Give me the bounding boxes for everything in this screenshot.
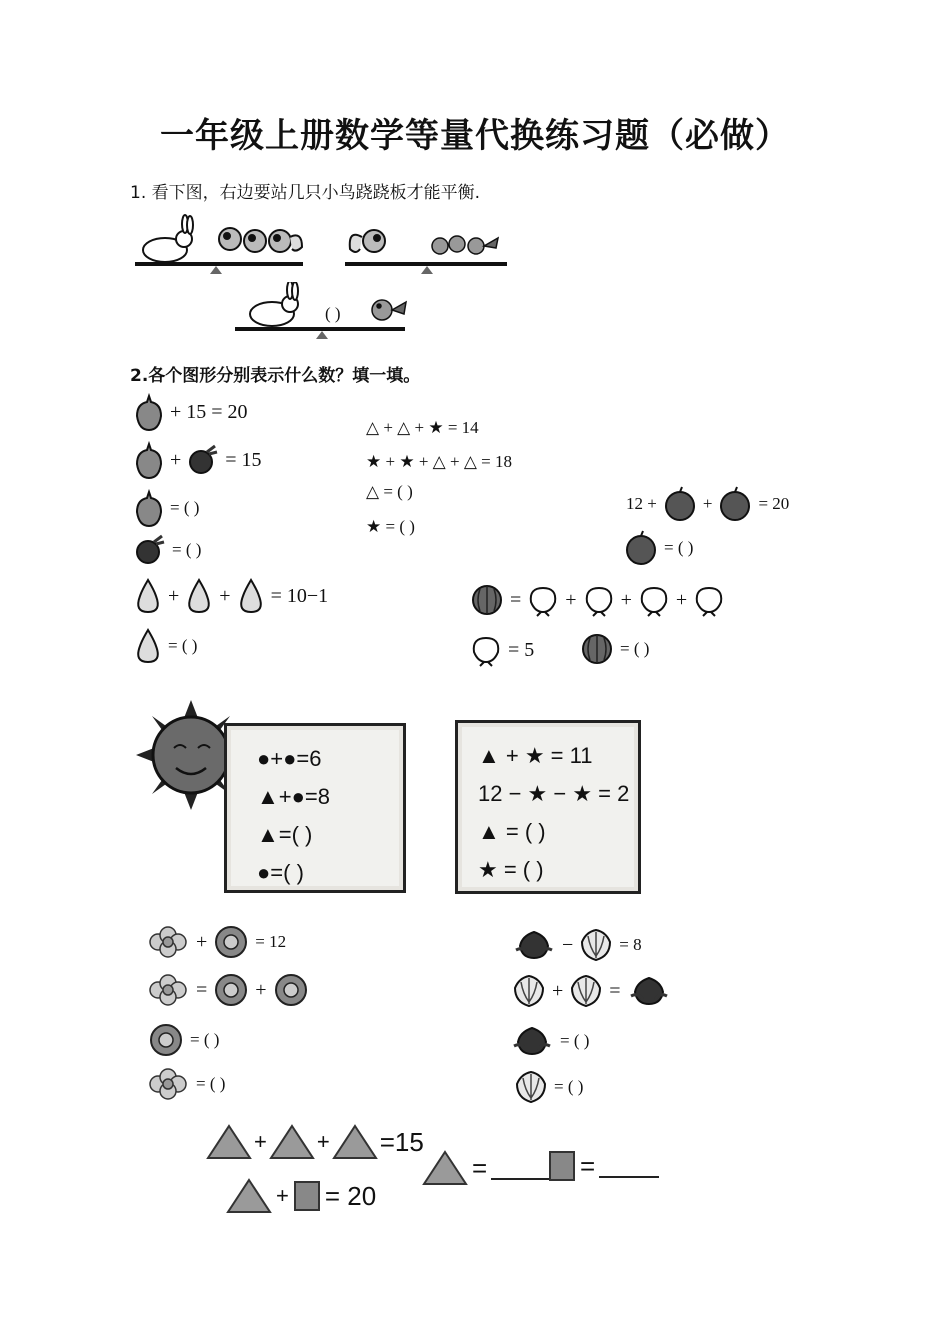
pepper-answer: = ( ) xyxy=(134,488,199,528)
peach-value: = 5 xyxy=(470,632,534,668)
triangle-icon xyxy=(226,1178,272,1214)
seesaw-squirrel-birds xyxy=(342,212,512,278)
pear-equation: + + = 10−1 xyxy=(134,576,328,616)
seesaw-answer-blank[interactable]: ( ) xyxy=(325,304,341,323)
question-1-text: 1. 看下图，右边要站几只小鸟跷跷板才能平衡. xyxy=(130,183,481,203)
rose-icon xyxy=(510,1024,554,1058)
tulip-equation-1: − = 8 xyxy=(512,926,642,964)
gray-equation-1: + + =15 xyxy=(206,1124,424,1160)
flower-icon xyxy=(146,926,190,958)
radish-icon xyxy=(134,534,166,566)
pepper-icon xyxy=(134,488,164,528)
pepper-equation-2: + = 15 xyxy=(134,440,262,480)
bird-icon xyxy=(372,300,406,320)
square-answer-blank[interactable] xyxy=(599,1154,659,1178)
tulip-answer: = ( ) xyxy=(514,1068,583,1106)
question-2-text: 2.各个图形分别表示什么数？填一填。 xyxy=(130,366,421,386)
tri-star-equation-1: △ + △ + ★ = 14 xyxy=(366,418,479,437)
pepper-equation-1: + 15 = 20 xyxy=(134,392,248,432)
apple-answer: = ( ) xyxy=(624,530,693,566)
peach-icon xyxy=(583,582,615,618)
board2-line-2: 12 − ★ − ★ = 2 xyxy=(478,781,630,806)
pear-icon xyxy=(134,576,162,616)
tulip-icon xyxy=(569,972,603,1010)
gray-triangle-answer: = xyxy=(422,1150,551,1186)
page-title: 一年级上册数学等量代换练习题（必做） xyxy=(160,116,790,156)
apple-icon xyxy=(663,486,697,522)
bird-icon xyxy=(432,236,498,254)
watermelon-icon xyxy=(580,632,614,666)
rose-answer: = ( ) xyxy=(510,1024,589,1058)
watermelon-icon xyxy=(470,583,504,617)
rabbit-icon xyxy=(143,215,193,262)
gray-square-answer: = xyxy=(548,1150,659,1182)
flower-answer: = ( ) xyxy=(146,1068,225,1100)
flower-equation-1: + = 12 xyxy=(146,924,286,960)
flower-icon xyxy=(146,974,190,1006)
flower-icon xyxy=(146,1068,190,1100)
tri-star-equation-2: ★ + ★ + △ + △ = 18 xyxy=(366,452,512,471)
triangle-icon xyxy=(269,1124,315,1160)
melon-equation: = + + + xyxy=(470,582,725,618)
peach-icon xyxy=(470,632,502,668)
rose-icon xyxy=(512,928,556,962)
triangle-icon xyxy=(332,1124,378,1160)
triangle-answer-blank[interactable] xyxy=(491,1156,551,1180)
radish-icon xyxy=(187,444,219,476)
pepper-icon xyxy=(134,392,164,432)
board1-line-2: ▲+●=8 xyxy=(257,784,330,809)
sunflower-icon xyxy=(213,972,249,1008)
seesaw-rabbit-birds xyxy=(232,282,412,344)
board2-line-4[interactable]: ★ = ( ) xyxy=(478,857,544,882)
board1-line-4[interactable]: ●=( ) xyxy=(257,860,304,885)
sunflower-icon xyxy=(213,924,249,960)
gray-equation-2: + = 20 xyxy=(226,1178,376,1214)
pepper-icon xyxy=(134,440,164,480)
squirrel-icon xyxy=(350,230,385,252)
sunflower-icon xyxy=(273,972,309,1008)
board2-line-3[interactable]: ▲ = ( ) xyxy=(478,819,546,844)
triangle-icon xyxy=(422,1150,468,1186)
star-answer[interactable]: ★ = ( ) xyxy=(366,517,415,536)
tulip-icon xyxy=(514,1068,548,1106)
seesaw-rabbit-squirrels xyxy=(130,212,310,278)
rose-icon xyxy=(627,974,671,1008)
board1-line-3[interactable]: ▲=( ) xyxy=(257,822,313,847)
square-icon xyxy=(548,1150,576,1182)
peach-icon xyxy=(638,582,670,618)
tulip-icon xyxy=(579,926,613,964)
sunflower-answer: = ( ) xyxy=(148,1022,219,1058)
squirrel-icon xyxy=(219,228,302,252)
flower-equation-2: = + xyxy=(146,972,309,1008)
puzzle-board-2 xyxy=(455,720,641,894)
puzzle-board-1 xyxy=(224,723,406,893)
triangle-icon xyxy=(206,1124,252,1160)
tulip-icon xyxy=(512,972,546,1010)
tulip-equation-2: + = xyxy=(512,972,671,1010)
radish-answer: = ( ) xyxy=(134,534,201,566)
pear-answer: = ( ) xyxy=(134,626,197,666)
triangle-answer[interactable]: △ = ( ) xyxy=(366,482,413,501)
peach-icon xyxy=(527,582,559,618)
melon-answer: = ( ) xyxy=(580,632,649,666)
board1-line-1: ●+●=6 xyxy=(257,746,322,771)
rabbit-icon xyxy=(250,282,298,326)
board2-line-1: ▲ + ★ = 11 xyxy=(478,743,593,768)
pear-icon xyxy=(237,576,265,616)
sunflower-icon xyxy=(148,1022,184,1058)
square-icon xyxy=(293,1180,321,1212)
apple-icon xyxy=(718,486,752,522)
apple-equation: 12 + + = 20 xyxy=(626,486,789,522)
pear-icon xyxy=(134,626,162,666)
peach-icon xyxy=(693,582,725,618)
pear-icon xyxy=(185,576,213,616)
apple-icon xyxy=(624,530,658,566)
